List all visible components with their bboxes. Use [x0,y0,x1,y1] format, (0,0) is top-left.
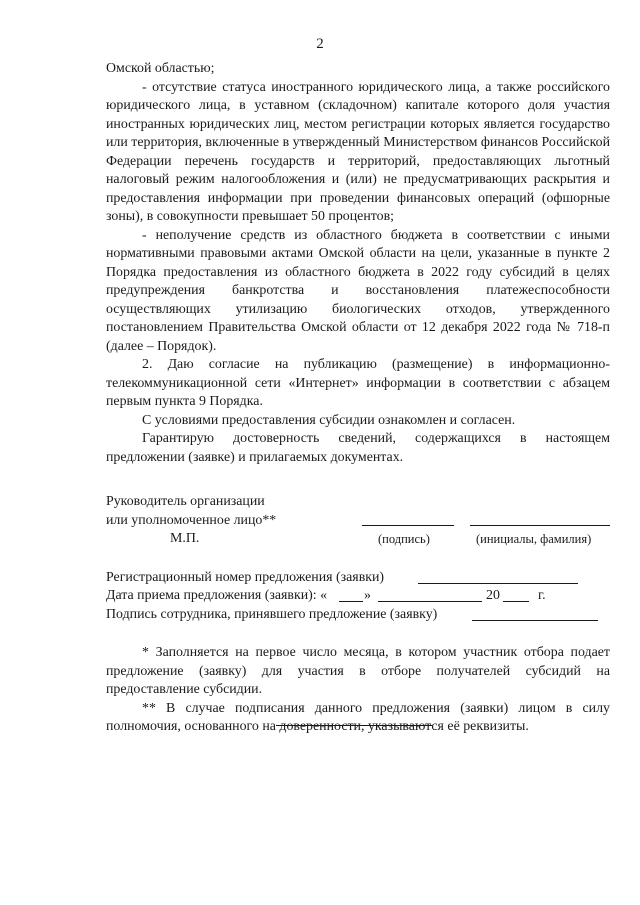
registration-number-line [418,569,578,584]
paragraph-continuation: Омской областью; [106,61,215,76]
registration-number-row [106,569,610,588]
day-line [339,587,363,602]
spacer [106,624,610,644]
registration-number-label: Регистрационный номер предложения (заявки) [106,569,385,585]
spacer [106,467,610,493]
signature-row [106,512,610,531]
name-line [470,510,610,526]
paragraph-offshore-condition: - отсутствие статуса иностранного юридического лица, а также российского юридического лица, в уставном (складочном) капитале которого доля участия иностранных юридических лиц, местом регистрации которых является государство или территория, включенные в утвержденный Министерством финансов Российской Федерации перечень государств и территорий, предоставляющих льготный налоговый режим налогообложения и (или) не предусматривающих раскрытия и предоставления информации при проведении финансовых операций (офшорные зоны), в совокупности превышает 50 процентов; [106,79,610,224]
month-line [378,587,482,602]
staff-signature-row [106,606,610,625]
footnote-1: * Заполняется на первое число месяца, в котором участник отбора подает предложение (заявку) для участия в отборе получателей субсидий на предоставление субсидии. [106,645,610,697]
signature-line [362,510,454,526]
year-suffix: г. [538,588,546,603]
name-caption: (инициалы, фамилия) [476,532,592,546]
signatory-line2: или уполномоченное лицо** [106,512,277,528]
page-number: 2 [316,36,324,52]
spacer [106,549,610,569]
year-line [503,587,529,602]
acceptance-date-label: Дата приема предложения (заявки): « [106,588,328,603]
signature-caption: (подпись) [378,532,430,546]
document-body [106,60,610,737]
footnote-2: ** В случае подписания данного предложения (заявки) лицом в силу полномочия, основанного на доверенности, указываются её реквизиты. [106,700,610,734]
signatory-line1: Руководитель организации [106,494,265,509]
paragraph-conditions-agreed: С условиями предоставления субсидии ознакомлен и согласен. [142,412,516,428]
date-quote-close: » [364,588,371,603]
year-prefix: 20 [486,588,500,603]
end-divider [276,725,432,726]
staff-signature-line [472,606,598,621]
paragraph-no-other-funds: - неполучение средств из областного бюджета в соответствии с иными нормативными правовыми актами Омской области на цели, указанные в пункте 2 Порядка предоставления из областного бюджета в 2022 году субсидий в целях предупреждения банкротства и восстановления платежеспособности осуществляющих утилизацию биологических отходов, утвержденного постановлением Правительства Омской области от 12 декабря 2022 года № 718-п (далее – Порядок). [106,227,610,354]
signature-captions-row [106,530,610,549]
stamp-label: М.П. [170,531,200,546]
paragraph-guarantee: Гарантирую достоверность сведений, содержащихся в настоящем предложении (заявке) и прилагаемых документах. [106,431,610,465]
acceptance-date-row [106,587,610,606]
staff-signature-label: Подпись сотрудника, принявшего предложение (заявку) [106,606,438,622]
paragraph-consent-publication: 2. Даю согласие на публикацию (размещение) в информационно-телекоммуникационной сети «Интернет» информации в соответствии с абзацем первым пункта 9 Порядка. [106,357,610,409]
